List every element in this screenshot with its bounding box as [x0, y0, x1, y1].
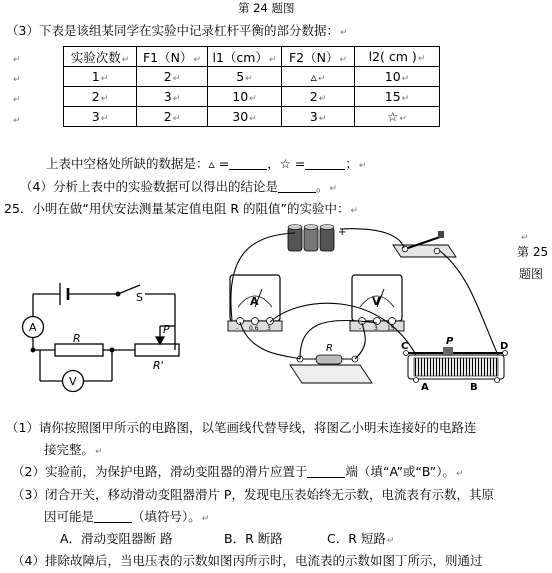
paragraph-mark: ↵: [13, 95, 21, 105]
voltmeter-terminal-3: 15: [387, 325, 395, 332]
resistor-device: [290, 355, 372, 383]
table-cell: 2↵: [137, 107, 208, 127]
paragraph-mark: ↵: [13, 75, 21, 85]
header-cell: 实验次数↵: [64, 47, 137, 67]
table-cell: ▵↵: [282, 67, 355, 87]
voltmeter-terminal-2: 3: [374, 325, 378, 332]
table-cell: 1↵: [64, 67, 137, 87]
table-header-row: [64, 47, 440, 67]
paragraph-mark: ↵: [13, 55, 21, 65]
table-cell: 2↵: [64, 87, 137, 107]
option-a[interactable]: A．滑动变阻器断 路: [60, 531, 173, 546]
q3-blank-line: 上表中空格处所缺的数据是：▵ = ，☆ = ；↵: [46, 156, 367, 171]
table-cell: 30↵: [208, 107, 282, 127]
battery-pack: [288, 225, 334, 252]
option-b[interactable]: B．R 断路: [224, 531, 283, 546]
q3-intro: （3）下表是该组某同学在实验中记录杠杆平衡的部分数据：↵: [6, 23, 348, 38]
rheostat-letter-p: P: [446, 336, 454, 347]
q25-intro: 25．小明在做“用伏安法测量某定值电阻 R 的阻值”的实验中：↵: [4, 201, 359, 216]
table-cell: 3↵: [64, 107, 137, 127]
table-row: [64, 87, 440, 107]
blank-triangle[interactable]: [229, 156, 267, 170]
slider-label: P: [163, 323, 170, 336]
battery-plus-label: +: [338, 227, 347, 238]
figure-24-caption: 第 24 题图: [238, 1, 295, 15]
figure-25-caption-1: 第 25: [517, 245, 549, 259]
voltmeter-terminal-1: -: [359, 325, 362, 332]
header-cell: l1（cm）↵: [208, 47, 282, 67]
figure-25-caption-2: 题图: [519, 267, 544, 281]
sub-question-1-line-1: （1）请你按照图甲所示的电路图，以笔画线代替导线，将图乙小明未连接好的电路连: [6, 420, 477, 435]
resistor-label: R: [73, 332, 81, 345]
blank-conclusion[interactable]: [278, 179, 316, 193]
resistor-device-label: R: [326, 343, 333, 354]
sub-question-3-line-2: 因可能是 （填符号）。↵: [44, 509, 210, 524]
table-row: [64, 107, 440, 127]
ammeter-device-label: A: [250, 295, 259, 308]
circuit-schematic: [23, 283, 180, 392]
table-cell: ☆↵: [355, 107, 440, 127]
lever-data-table: [63, 46, 440, 127]
rheostat-letter-a: A: [421, 382, 429, 393]
table-cell: 3↵: [282, 107, 355, 127]
mark-right: ↵: [521, 233, 529, 243]
header-cell: F2（N）↵: [282, 47, 355, 67]
blank-fault-cause[interactable]: [94, 509, 132, 523]
header-cell: l2( cm )↵: [355, 47, 440, 67]
voltmeter-device-label: V: [372, 295, 381, 308]
table-cell: 10↵: [208, 87, 282, 107]
rheostat-letter-c: C: [401, 341, 409, 352]
table-cell: 3↵: [137, 87, 208, 107]
ammeter-terminal-3: 3: [267, 325, 271, 332]
q4-line: （4）分析上表中的实验数据可以得出的结论是 。↵: [20, 179, 338, 194]
paragraph-mark: ↵: [13, 116, 21, 126]
table-cell: 5↵: [208, 67, 282, 87]
rheostat-label: R': [153, 359, 164, 372]
blank-slider-end[interactable]: [307, 464, 345, 478]
ammeter-terminal-1: -: [236, 325, 239, 332]
switch-label: S: [136, 291, 143, 304]
table-cell: 2↵: [137, 67, 208, 87]
table-cell: 15↵: [355, 87, 440, 107]
blank-star[interactable]: [305, 156, 345, 170]
circuit-figure: [0, 215, 520, 410]
ammeter-label: A: [29, 321, 37, 334]
rheostat-letter-d: D: [500, 341, 509, 352]
ammeter-terminal-2: 0.6: [249, 325, 259, 332]
voltmeter-label: V: [69, 375, 77, 388]
sub-question-1-line-2: 接完整。↵: [44, 442, 103, 457]
rheostat-device: [404, 347, 508, 383]
option-c[interactable]: C．R 短路↵: [327, 531, 395, 546]
table-row: [64, 67, 440, 87]
rheostat-letter-b: B: [470, 382, 478, 393]
table-cell: 10↵: [355, 67, 440, 87]
header-cell: F1（N）↵: [137, 47, 208, 67]
sub-question-4-line-1: （4）排除故障后，当电压表的示数如图丙所示时，电流表的示数如图丁所示，则通过: [12, 553, 483, 568]
sub-question-3-line-1: （3）闭合开关，移动滑动变阻器滑片 P，发现电压表始终无示数，电流表有示数，其原: [12, 487, 494, 502]
table-cell: 2↵: [282, 87, 355, 107]
sub-question-2: （2）实验前，为保护电路，滑动变阻器的滑片应置于 端（填“A”或“B”）。↵: [12, 464, 464, 479]
